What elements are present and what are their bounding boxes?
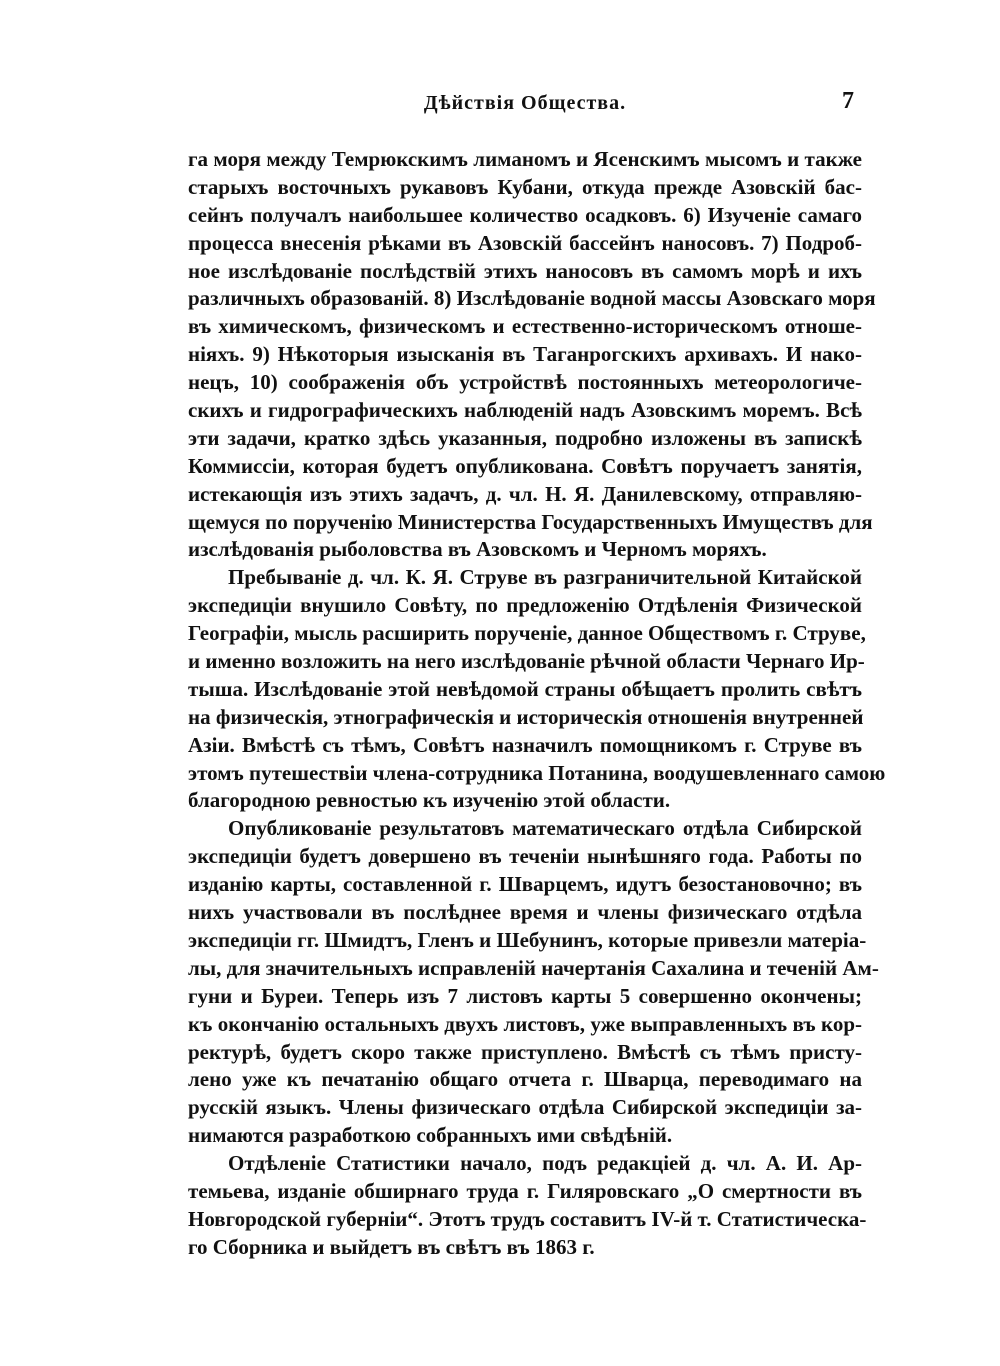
text-line: къ окончанію остальныхъ двухъ листовъ, уже выправленныхъ въ кор-	[188, 1011, 862, 1036]
text-line: нихъ участвовали въ послѣднее время и члены физическаго отдѣла	[188, 900, 862, 925]
text-line: сейнъ получалъ наибольшее количество осадковъ. 6) Изученіе самаго	[188, 202, 862, 227]
text-line: этомъ путешествіи члена-сотрудника Потанина, воодушевленнаго самою	[188, 760, 886, 785]
text-line: лы, для значительныхъ исправленій начертанія Сахалина и теченій Ам-	[188, 955, 879, 980]
page-header	[188, 88, 862, 122]
text-line: Азіи. Вмѣстѣ съ тѣмъ, Совѣтъ назначилъ помощникомъ г. Струве въ	[188, 732, 862, 757]
page-number: 7	[842, 88, 854, 114]
text-line: различныхъ образованій. 8) Изслѣдованіе водной массы Азовскаго моря	[188, 286, 876, 311]
text-line: Географіи, мысль расширить порученіе, данное Обществомъ г. Струве,	[188, 621, 866, 646]
text-line: изслѣдованія рыболовства въ Азовскомъ и Черномъ моряхъ.	[188, 537, 767, 562]
text-line: темьева, изданіе обширнаго труда г. Гиляровскаго „О смертности въ	[188, 1178, 862, 1203]
text-line: и именно возложить на него изслѣдованіе рѣчной области Чернаго Ир-	[188, 649, 865, 674]
text-line: тыша. Изслѣдованіе этой невѣдомой страны обѣщаетъ пролить свѣтъ	[188, 676, 862, 701]
text-line: Новгородской губерніи“. Этотъ трудъ составитъ IV-й т. Статистическа-	[188, 1206, 867, 1231]
paragraph	[188, 1150, 867, 1262]
text-line: Пребываніе д. чл. К. Я. Струве въ разграничительной Китайской	[228, 565, 862, 590]
body-text	[188, 146, 886, 1262]
text-line: ніяхъ. 9) Нѣкоторыя изысканія въ Таганрогскихъ архивахъ. И нако-	[188, 342, 862, 367]
text-line: го Сборника и выйдетъ въ свѣтъ въ 1863 г.	[188, 1234, 595, 1259]
running-title: Дѣйствія Общества.	[423, 92, 627, 114]
text-line: Коммиссіи, которая будетъ опубликована. Совѣтъ поручаетъ занятія,	[188, 453, 862, 478]
text-line: нецъ, 10) соображенія объ устройствѣ постоянныхъ метеорологиче-	[188, 370, 862, 395]
text-line: экспедиціи внушило Совѣту, по предложенію Отдѣленія Физической	[188, 593, 862, 618]
text-line: ректурѣ, будетъ скоро также приступлено. Вмѣстѣ съ тѣмъ присту-	[188, 1039, 862, 1064]
text-line: лено уже къ печатанію общаго отчета г. Шварца, переводимаго на	[188, 1067, 862, 1092]
text-line: га моря между Темрюкскимъ лиманомъ и Ясенскимъ мысомъ и также	[188, 147, 862, 171]
text-line: изданію карты, составленной г. Шварцемъ, идутъ безостановочно; въ	[188, 872, 862, 897]
text-line: щемуся по порученію Министерства Государственныхъ Имуществъ для	[188, 509, 873, 534]
paragraph	[188, 815, 879, 1150]
text-line: Опубликованіе результатовъ математическаго отдѣла Сибирской	[228, 816, 862, 841]
text-line: истекающія изъ этихъ задачъ, д. чл. Н. Я. Данилевскому, отправляю-	[188, 481, 862, 506]
paragraph	[188, 146, 876, 564]
text-line: процесса внесенія рѣками въ Азовскій бассейнъ наносовъ. 7) Подроб-	[188, 230, 862, 255]
text-line: на физическія, этнографическія и историческія отношенія внутренней	[188, 704, 864, 729]
text-line: гуни и Буреи. Теперь изъ 7 листовъ карты 5 совершенно окончены;	[188, 983, 862, 1008]
text-line: эти задачи, кратко здѣсь указанныя, подробно изложены въ запискѣ	[188, 425, 862, 450]
text-line: Отдѣленіе Статистики начало, подъ редакціей д. чл. А. И. Ар-	[228, 1151, 862, 1176]
text-line: въ химическомъ, физическомъ и естественно-историческомъ отноше-	[188, 314, 862, 339]
text-line: русскій языкъ. Члены физическаго отдѣла Сибирской экспедиціи за-	[188, 1095, 862, 1120]
text-line: ное изслѣдованіе послѣдствій этихъ наносовъ въ самомъ морѣ и ихъ	[188, 258, 862, 283]
paragraph	[188, 564, 886, 815]
text-line: нимаются разработкою собранныхъ ими свѣдѣній.	[188, 1123, 673, 1148]
text-line: благородною ревностью къ изученію этой области.	[188, 788, 671, 813]
text-line: экспедиціи будетъ довершено въ теченіи нынѣшняго года. Работы по	[188, 844, 862, 869]
text-line: скихъ и гидрографическихъ наблюденій надъ Азовскимъ моремъ. Всѣ	[188, 398, 862, 423]
text-line: старыхъ восточныхъ рукавовъ Кубани, откуда прежде Азовскій бас-	[188, 174, 862, 199]
text-line: экспедиціи гг. Шмидтъ, Гленъ и Шебунинъ, которые привезли матеріа-	[188, 927, 867, 952]
